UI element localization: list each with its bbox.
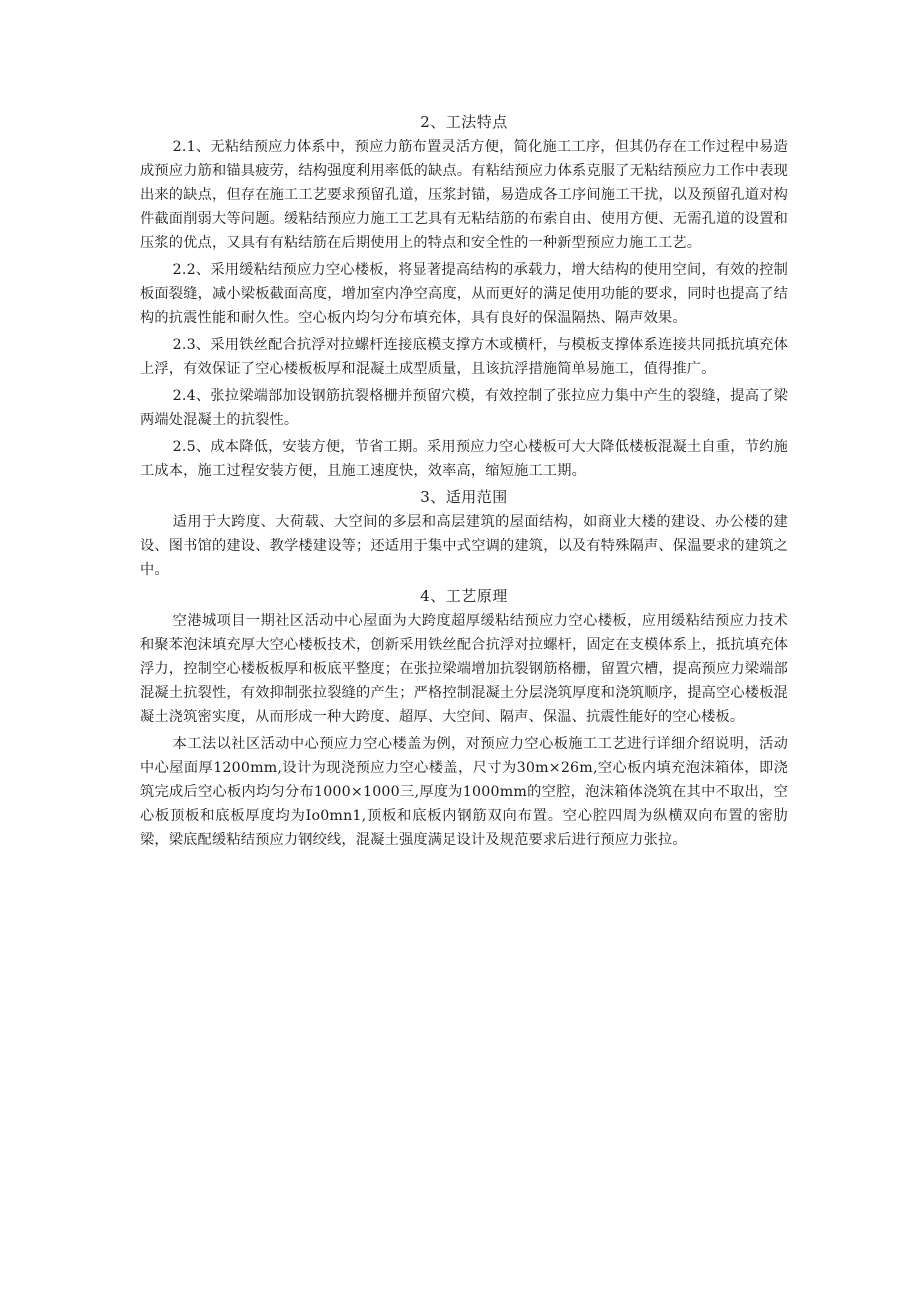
paragraph: 2.2、采用缓粘结预应力空心楼板，将显著提高结构的承载力，增大结构的使用空间，有效的控制板面裂缝，减小梁板截面高度，增加室内净空高度，从而更好的满足使用功能的要求，同时也提高了结构的抗震性能和耐久性。空心板内均匀分布填充体，具有良好的保温隔热、隔声效果。 [140, 262, 788, 326]
section-heading: 4、工艺原理 [420, 587, 508, 605]
paragraph: 2.4、张拉梁端部加设钢筋抗裂格栅并预留穴模，有效控制了张拉应力集中产生的裂缝，提高了梁两端处混凝土的抗裂性。 [140, 388, 788, 428]
section-applicable-scope [140, 487, 788, 582]
paragraph: 2.5、成本降低，安装方便，节省工期。采用预应力空心楼板可大大降低楼板混凝土自重，节约施工成本，施工过程安装方便，且施工速度快，效率高，缩短施工工期。 [140, 439, 788, 479]
section-process-principle [140, 586, 788, 852]
paragraph: 2.1、无粘结预应力体系中，预应力筋布置灵活方便，简化施工工序，但其仍存在工作过程中易造成预应力筋和锚具疲劳，结构强度利用率低的缺点。有粘结预应力体系克服了无粘结预应力工作中表现出来的缺点，但存在施工工艺要求预留孔道，压浆封锚，易造成各工序间施工干扰，以及预留孔道对构件截面削弱大等问题。缓粘结预应力施工工艺具有无粘结筋的布索自由、使用方便、无需孔道的设置和压浆的优点，又具有有粘结筋在后期使用上的特点和安全性的一种新型预应力施工工艺。 [140, 139, 788, 251]
paragraph: 2.3、采用铁丝配合抗浮对拉螺杆连接底模支撑方木或横杆，与模板支撑体系连接共同抵抗填充体上浮，有效保证了空心楼板板厚和混凝土成型质量，且该抗浮措施简单易施工，值得推广。 [140, 337, 788, 377]
document-page [140, 108, 788, 855]
paragraph: 本工法以社区活动中心预应力空心楼盖为例，对预应力空心板施工工艺进行详细介绍说明，活动中心屋面厚1200mm,设计为现浇预应力空心楼盖，尺寸为30m×26m,空心板内填充泡沫箱体，即浇筑完成后空心板内均匀分布1000×1000三,厚度为1000mm的空腔，泡沫箱体浇筑在其中不取出，空心板顶板和底板厚度均为Io0mn1,顶板和底板内钢筋双向布置。空心腔四周为纵横双向布置的密肋梁，梁底配缓粘结预应力钢绞线，混凝土强度满足设计及规范要求后进行预应力张拉。 [140, 736, 788, 848]
paragraph: 空港城项目一期社区活动中心屋面为大跨度超厚缓粘结预应力空心楼板，应用缓粘结预应力技术和聚苯泡沫填充厚大空心楼板技术，创新采用铁丝配合抗浮对拉螺杆，固定在支模体系上，抵抗填充体浮力，控制空心楼板板厚和板底平整度；在张拉梁端增加抗裂钢筋格栅，留置穴槽，提高预应力梁端部混凝土抗裂性，有效抑制张拉裂缝的产生；严格控制混凝土分层浇筑厚度和浇筑顺序，提高空心楼板混凝土浇筑密实度，从而形成一种大跨度、超厚、大空间、隔声、保温、抗震性能好的空心楼板。 [140, 613, 788, 725]
paragraph: 适用于大跨度、大荷载、大空间的多层和高层建筑的屋面结构，如商业大楼的建设、办公楼的建设、图书馆的建设、教学楼建设等；还适用于集中式空调的建筑，以及有特殊隔声、保温要求的建筑之中。 [140, 514, 788, 578]
section-construction-features [140, 112, 788, 483]
section-heading: 2、工法特点 [420, 113, 508, 131]
section-heading: 3、适用范围 [420, 488, 508, 506]
